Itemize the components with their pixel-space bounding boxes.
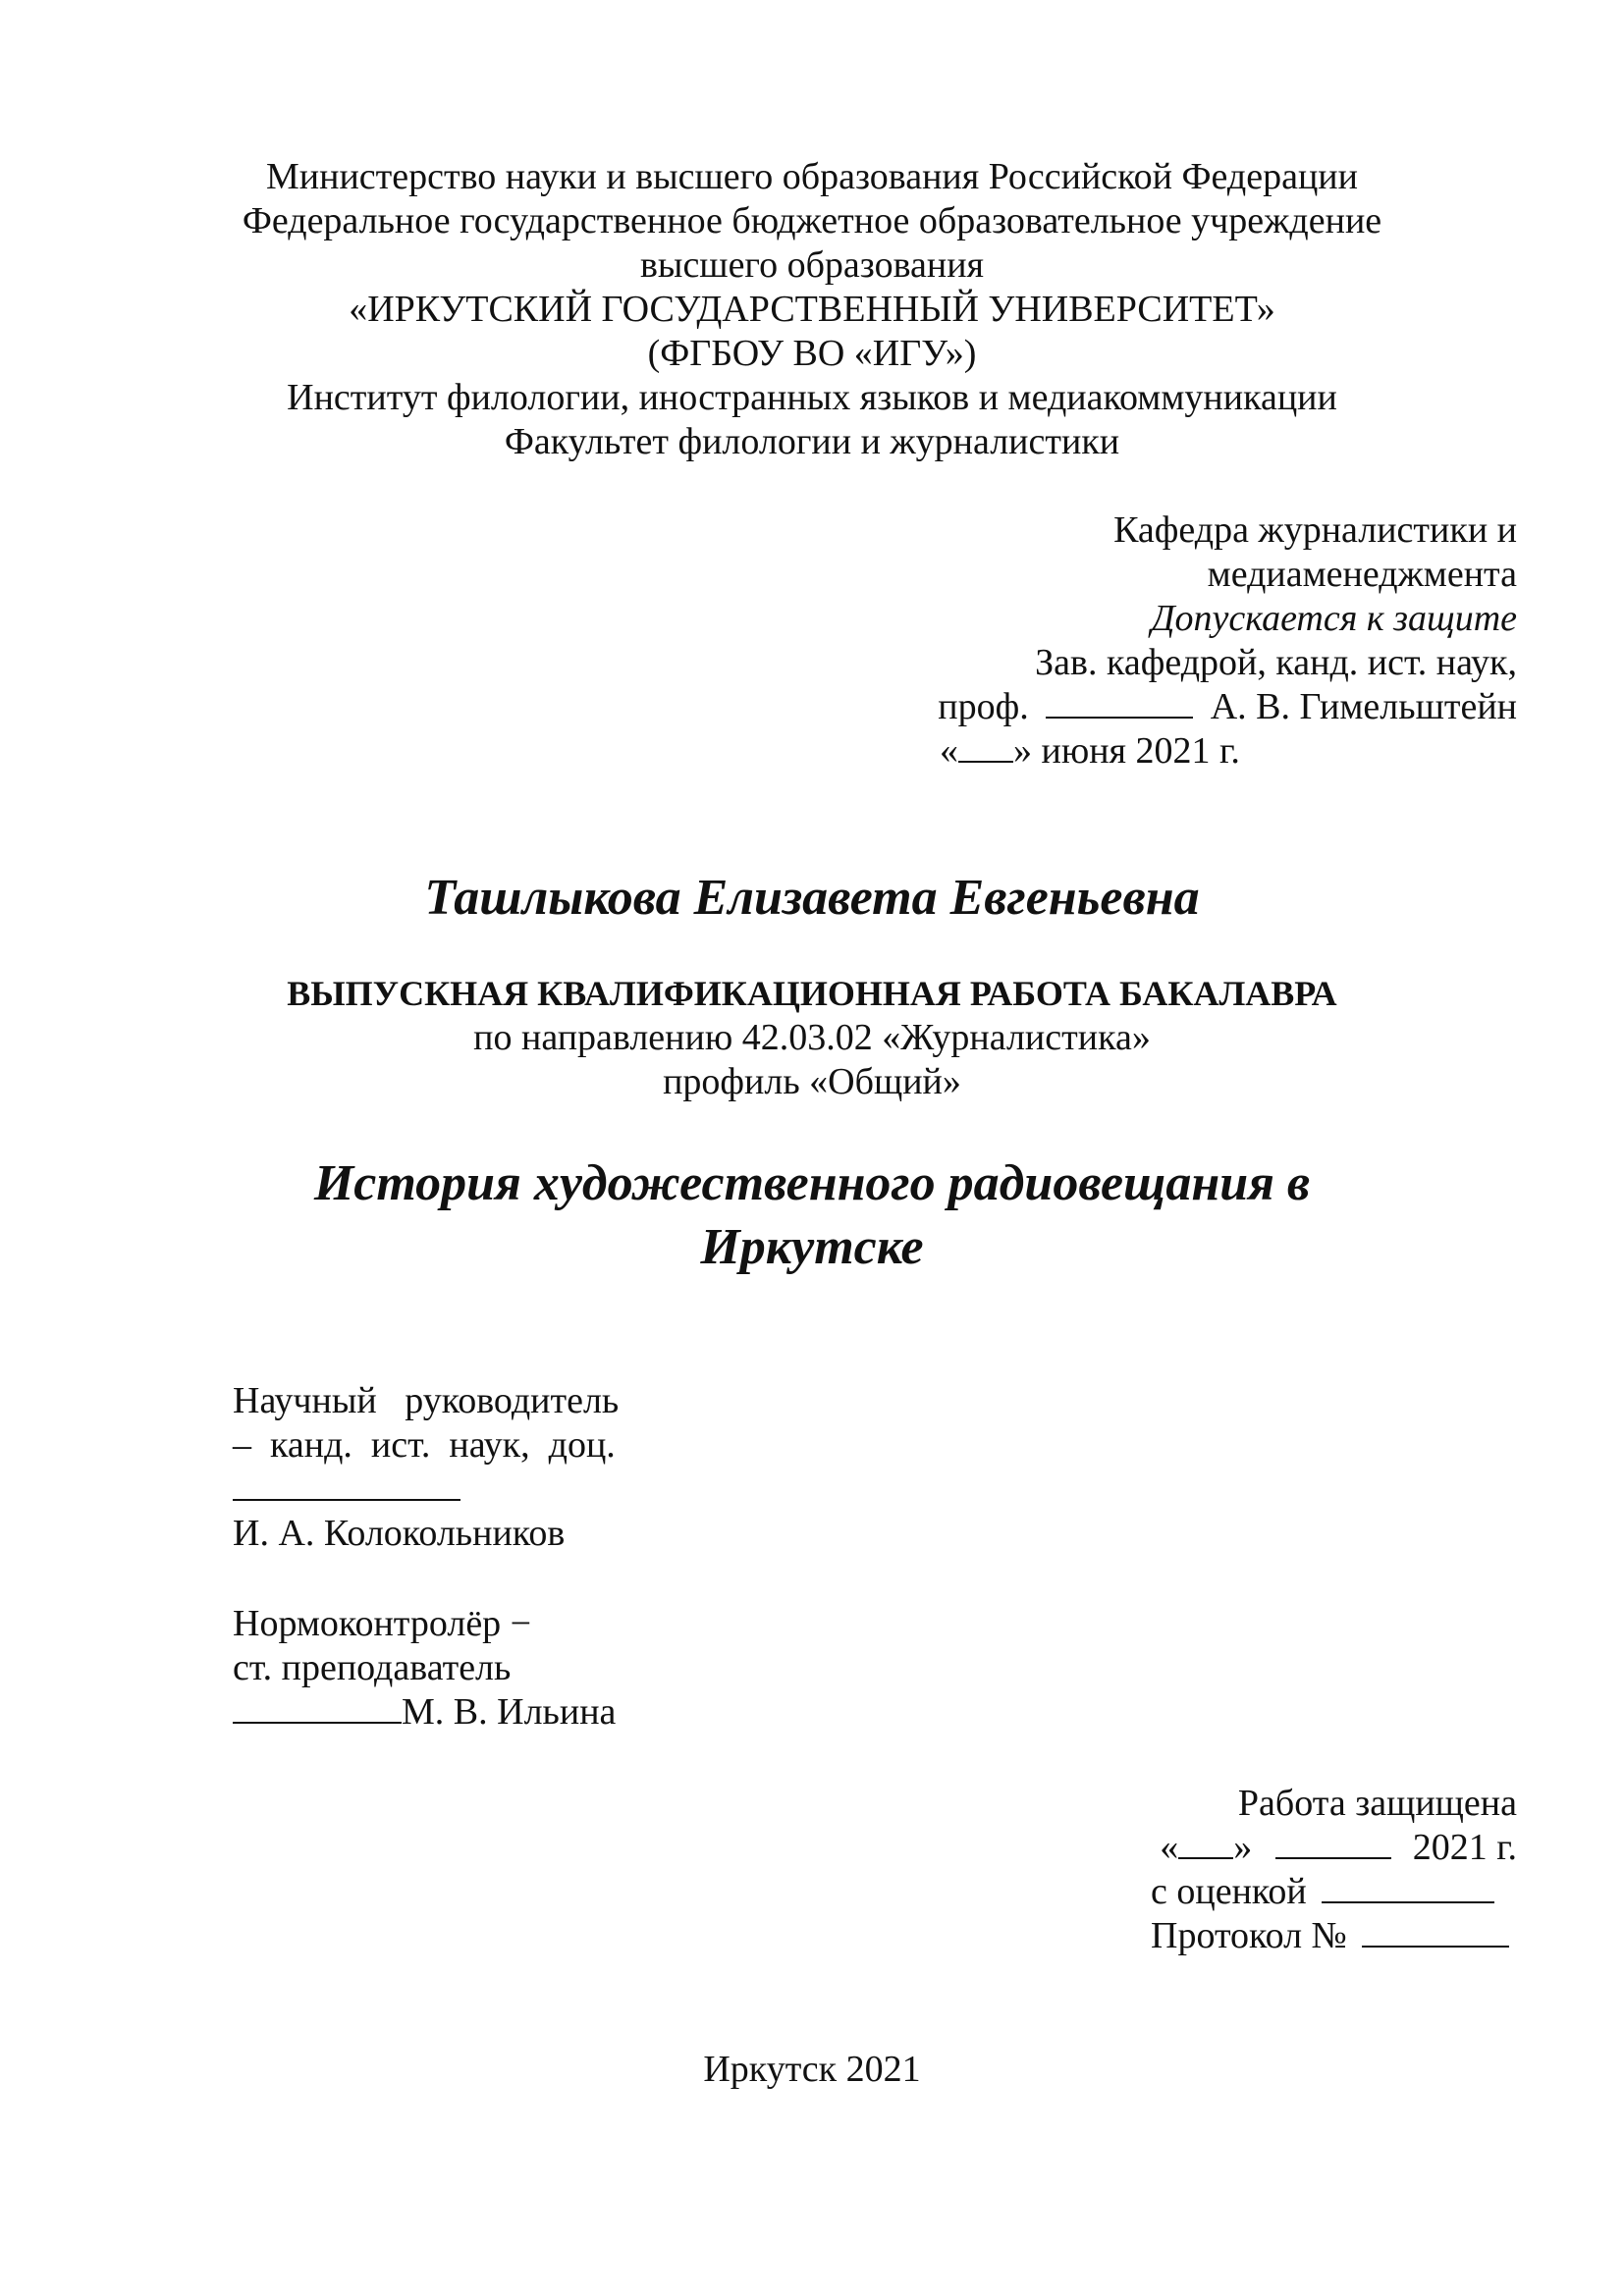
defense-protocol-blank <box>1362 1916 1509 1948</box>
defense-year: 2021 г. <box>1412 1827 1517 1868</box>
defense-day-blank <box>1178 1828 1233 1859</box>
thesis-title-line-2: Иркутске <box>700 1219 924 1275</box>
institution-type-line: Федеральное государственное бюджетное образовательное учреждение <box>242 200 1382 241</box>
defense-grade-line <box>1151 1870 1494 1913</box>
work-type: ВЫПУСКНАЯ КВАЛИФИКАЦИОННАЯ РАБОТА БАКАЛАВРА <box>287 974 1337 1013</box>
department-line-2: медиаменеджмента <box>1207 554 1517 595</box>
normcontrol-label: Нормоконтролёр − <box>233 1603 532 1644</box>
city-year: Иркутск 2021 <box>703 2049 921 2090</box>
defense-grade-label: с оценкой <box>1151 1871 1307 1912</box>
approval-date-line <box>940 729 1240 773</box>
work-profile: профиль «Общий» <box>663 1061 961 1102</box>
admission-label: Допускается к защите <box>1151 598 1517 639</box>
defense-date-close: » <box>1233 1827 1253 1868</box>
university-abbreviation: (ФГБОУ ВО «ИГУ») <box>647 333 977 374</box>
normcontrol-name: М. В. Ильина <box>402 1691 617 1733</box>
defense-protocol-line <box>1151 1914 1509 1957</box>
approval-date-close: » июня 2021 г. <box>1013 730 1240 772</box>
head-signature-blank <box>1046 687 1193 719</box>
work-direction: по направлению 42.03.02 «Журналистика» <box>473 1017 1151 1058</box>
author-name: Ташлыкова Елизавета Евгеньевна <box>424 870 1200 926</box>
head-name: А. В. Гимельштейн <box>1210 686 1517 727</box>
defense-protocol-label: Протокол № <box>1151 1915 1347 1956</box>
defense-date-open: « <box>1160 1827 1179 1868</box>
defense-date-line <box>1160 1826 1517 1869</box>
education-level-line: высшего образования <box>639 244 985 286</box>
normcontrol-position: ст. преподаватель <box>233 1647 512 1688</box>
head-title: Зав. кафедрой, канд. ист. наук, <box>1035 642 1517 683</box>
supervisor-name: И. А. Колокольников <box>233 1513 566 1554</box>
defense-month-blank <box>1275 1828 1391 1859</box>
supervisor-signature-line <box>233 1468 460 1511</box>
ministry-line: Министерство науки и высшего образования Российской Федерации <box>266 156 1358 197</box>
supervisor-signature-blank <box>233 1469 460 1501</box>
defense-grade-blank <box>1322 1872 1494 1903</box>
head-signature-line <box>938 685 1517 728</box>
approval-day-blank <box>958 731 1013 763</box>
approval-date-open: « <box>940 730 958 772</box>
supervisor-label: Научный руководитель <box>233 1380 620 1421</box>
head-prefix: проф. <box>938 686 1029 727</box>
faculty-name: Факультет филологии и журналистики <box>504 421 1120 462</box>
normcontrol-signature-line <box>233 1690 616 1734</box>
thesis-title-line-1: История художественного радиовещания в <box>313 1155 1311 1211</box>
supervisor-degree: – канд. ист. наук, доц. <box>233 1424 616 1466</box>
defense-status: Работа защищена <box>1237 1783 1517 1824</box>
normcontrol-signature-blank <box>233 1692 402 1724</box>
institute-name: Институт филологии, иностранных языков и медиакоммуникации <box>287 377 1337 418</box>
department-line-1: Кафедра журналистики и <box>1113 509 1517 551</box>
university-name: «ИРКУТСКИЙ ГОСУДАРСТВЕННЫЙ УНИВЕРСИТЕТ» <box>349 289 1275 330</box>
